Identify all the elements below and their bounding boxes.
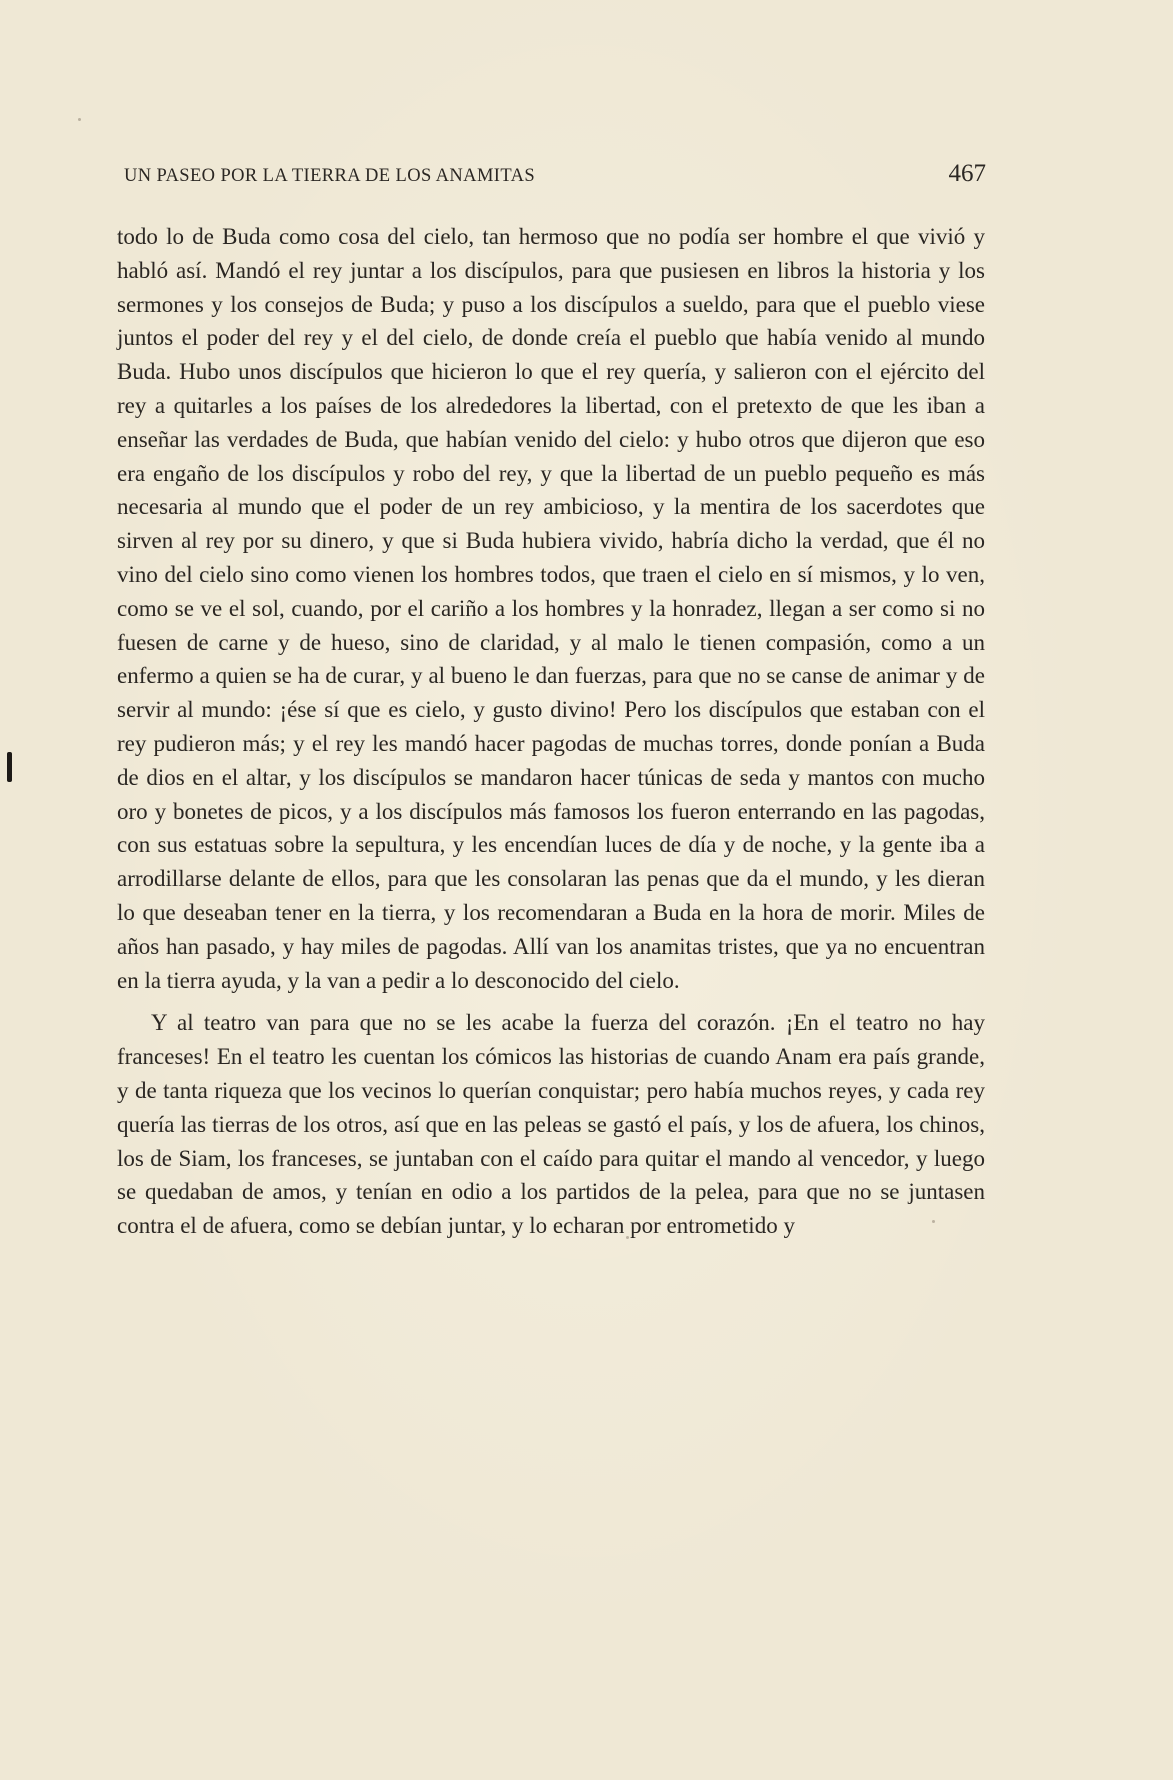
paper-speck bbox=[626, 1236, 629, 1239]
paragraph: Y al teatro van para que no se les acabe la fuerza del corazón. ¡En el teatro no hay franceses! En el teatro les cuentan los cómicos las historias de cuando Anam era país grande, y de tanta riqueza que los vecinos lo querían conquistar; pero había muchos reyes, y cada rey quería las tierras de los otros, así que en las peleas se gastó el país, y los de afuera, los chinos, los de Siam, los franceses, se juntaban con el caído para quitar el mando al vencedor, y luego se quedaban de amos, y tenían en odio a los partidos de la pelea, para que no se juntasen contra el de afuera, como se debían juntar, y lo echaran por entrometido y bbox=[117, 1010, 985, 1239]
paper-speck bbox=[932, 1220, 935, 1223]
paper-speck bbox=[78, 118, 81, 121]
running-head bbox=[124, 160, 986, 192]
margin-ink-mark bbox=[7, 752, 12, 782]
running-title: UN PASEO POR LA TIERRA DE LOS ANAMITAS bbox=[124, 166, 536, 186]
paragraph: todo lo de Buda como cosa del cielo, tan hermoso que no podía ser hombre el que vivió y habló así. Mandó el rey juntar a los discípulos, para que pusiesen en libros la historia y los sermones y los consejos de Buda; y puso a los discípulos a sueldo, para que el pueblo viese juntos el poder del rey y el del cielo, de donde creía el pueblo que había venido al mundo Buda. Hubo unos discípulos que hicieron lo que el rey quería, y salieron con el ejército del rey a quitarles a los países de los alrededores la libertad, con el pretexto de que les iban a enseñar las verdades de Buda, que habían venido del cielo: y hubo otros que dijeron que eso era engaño de los discípulos y robo del rey, y que la libertad de un pueblo pequeño es más necesaria al mundo que el poder de un rey ambicioso, y la mentira de los sacerdotes que sirven al rey por su dinero, y que si Buda hubiera vivido, habría dicho la verdad, que él no vino del cielo sino como vienen los hombres todos, que traen el cielo en sí mismos, y lo ven, como se ve el sol, cuando, por el cariño a los hombres y la honradez, llegan a ser como si no fuesen de carne y de hueso, sino de claridad, y al malo le tienen compasión, como a un enfermo a quien se ha de curar, y al bueno le dan fuerzas, para que no se canse de animar y de servir al mundo: ¡ése sí que es cielo, y gusto divino! Pero los discípulos que estaban con el rey pudieron más; y el rey les mandó hacer pagodas de muchas torres, donde ponían a Buda de dios en el altar, y los discípulos se mandaron hacer túnicas de seda y mantos con mucho oro y bonetes de picos, y a los discípulos más famosos los fueron enterrando en las pagodas, con sus estatuas sobre la sepultura, y les encendían luces de día y de noche, y la gente iba a arrodillarse delante de ellos, para que les consolaran las penas que da el mundo, y les dieran lo que deseaban tener en la tierra, y los recomendaran a Buda en la hora de morir. Miles de años han pasado, y hay miles de pagodas. Allí van los anamitas tristes, que ya no encuentran en la tierra ayuda, y la van a pedir a lo desconocido del cielo. bbox=[117, 224, 985, 993]
body-text bbox=[117, 220, 985, 1243]
page-number: 467 bbox=[948, 160, 986, 187]
